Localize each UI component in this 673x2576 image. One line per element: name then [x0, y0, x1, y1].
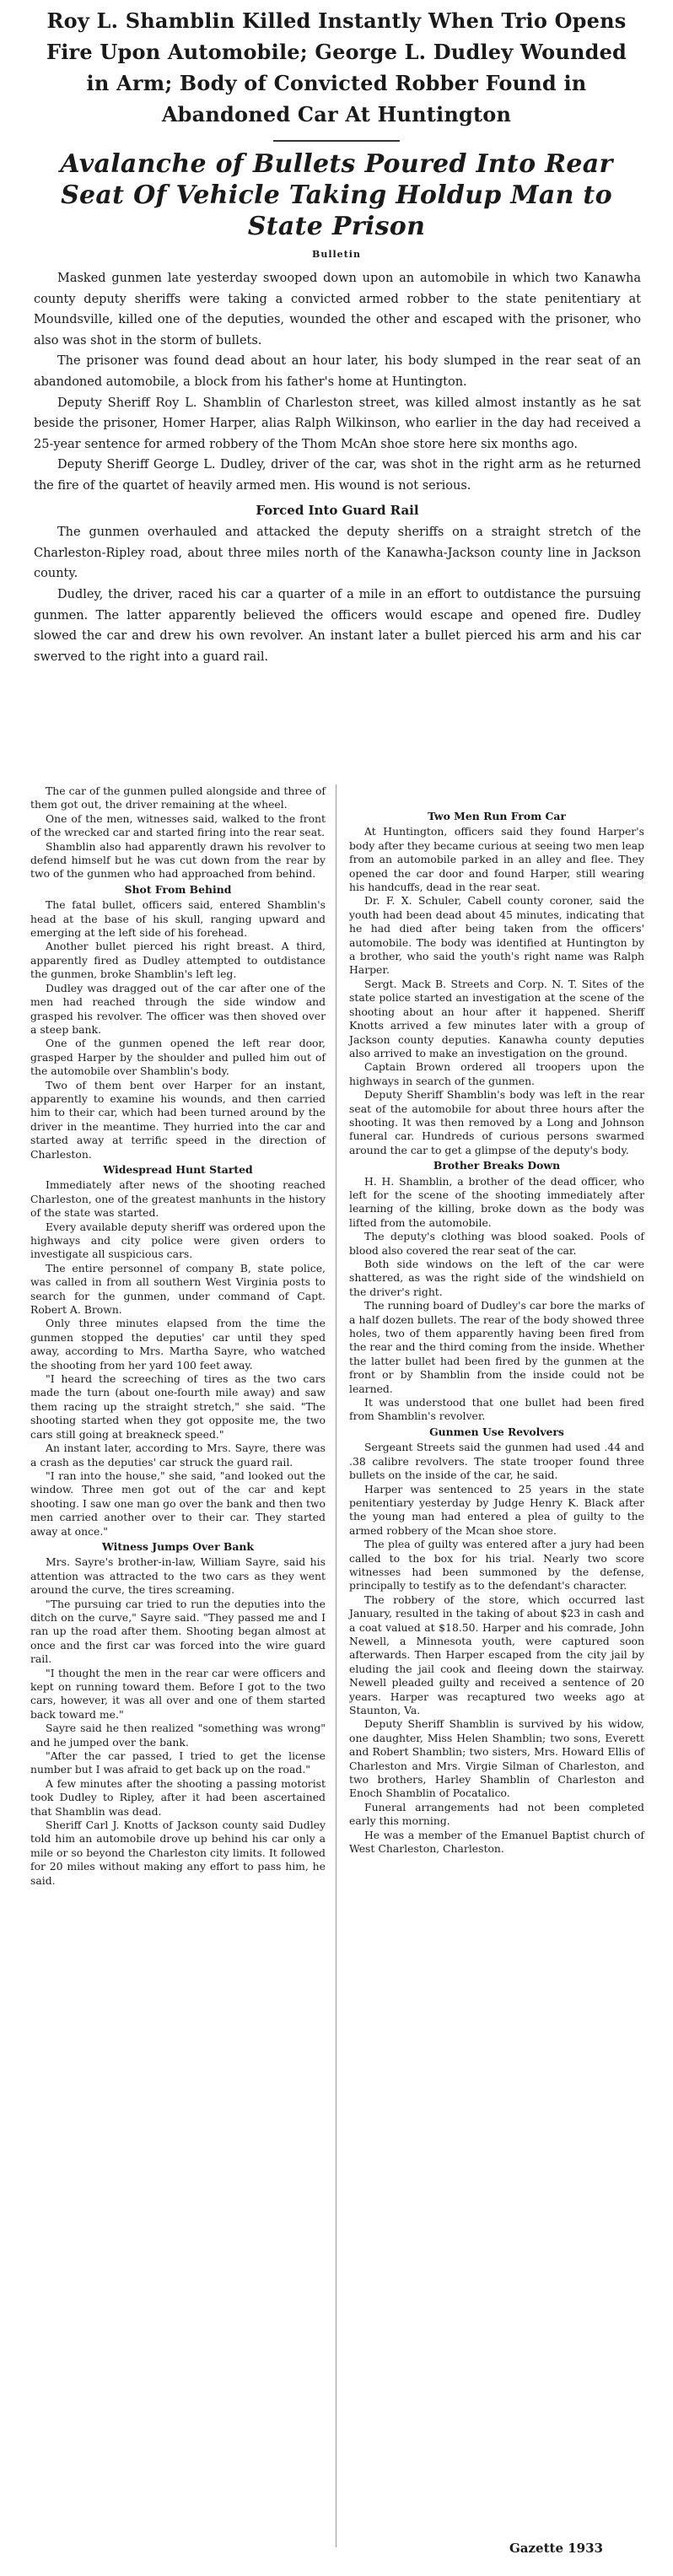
paragraph: Sergeant Streets said the gunmen had used .44 and .38 calibre revolvers. The state trooper found three bullets on the inside of the car, he said.: [349, 1441, 644, 1482]
paragraph: The fatal bullet, officers said, entered Shamblin's head at the base of his skull, ranging upward and emerging at the left side of his forehead.: [30, 898, 326, 940]
paragraph: Funeral arrangements had not been completed early this morning.: [349, 1800, 644, 1828]
subheading: Widespread Hunt Started: [103, 1162, 253, 1176]
paragraph: The running board of Dudley's car bore the marks of a half dozen bullets. The rear of the body showed three holes, two of them apparently having been fired from the rear and the third coming from the inside. Whether the latter bullet had been fired by the gunmen at the front or by Shamblin from the inside could not be learned.: [349, 1299, 644, 1395]
right-column: [349, 808, 644, 1856]
headline-divider: [273, 140, 400, 142]
paragraph: Another bullet pierced his right breast. A third, apparently fired as Dudley attempted to outdistance the gunmen, broke Shamblin's left leg.: [30, 940, 326, 981]
lead-subhead: Forced Into Guard Rail: [256, 502, 419, 518]
paragraph: The entire personnel of company B, state police, was called in from all southern West Virginia posts to search for the gunmen, under command of Capt. Robert A. Brown.: [30, 1261, 326, 1317]
paragraph: An instant later, according to Mrs. Sayre, there was a crash as the deputies' car struck the guard rail.: [30, 1442, 326, 1469]
paragraph: "The pursuing car tried to run the deputies into the ditch on the curve," Sayre said. "They passed me and I ran up the road after them. Shooting began almost at once and the first car was forced into the wire guard rail.: [30, 1597, 326, 1666]
paragraph: One of the men, witnesses said, walked to the front of the wrecked car and started firing into the rear seat.: [30, 811, 326, 839]
paragraph: Both side windows on the left of the car were shattered, as was the right side of the windshield on the driver's right.: [349, 1258, 644, 1298]
paragraph: The deputy's clothing was blood soaked. Pools of blood also covered the rear seat of the car.: [349, 1230, 644, 1257]
banner-headline: Avalanche of Bullets Poured Into Rear Seat Of Vehicle Taking Holdup Man to State Prison: [60, 149, 613, 241]
paragraph: It was understood that one bullet had been fired from Shamblin's revolver.: [349, 1396, 644, 1423]
subheading: Shot From Behind: [124, 882, 232, 896]
lead-section: [34, 268, 641, 667]
body-columns: [30, 784, 644, 2556]
paragraph: Captain Brown ordered all troopers upon the highways in search of the gunmen.: [349, 1060, 644, 1087]
paragraph: "I ran into the house," she said, "and looked out the window. Three men got out of the car and kept shooting. I saw one man go over the bank and then two men carried another over to their car. They started away at once.": [30, 1469, 326, 1538]
paragraph: Dudley was dragged out of the car after one of the men had reached through the side window and grasped his revolver. The officer was then shoved over a steep bank.: [30, 981, 326, 1036]
paragraph: The gunmen overhauled and attacked the deputy sheriffs on a straight stretch of the Charleston-Ripley road, about three miles north of the Kanawha-Jackson county line in Jackson county.: [34, 525, 641, 581]
paragraph: Two of them bent over Harper for an instant, apparently to examine his wounds, and then carried him to their car, which had been turned around by the driver in the meantime. They hurried into the car and started away at terrific speed in the direction of Charleston.: [30, 1078, 326, 1161]
paragraph: Deputy Sheriff Shamblin's body was left in the rear seat of the automobile for about three hours after the shooting. It was then removed by a Long and Johnson funeral car. Hundreds of curious persons swarmed around the car to get a glimpse of the deputy's body.: [349, 1088, 644, 1156]
paragraph: The robbery of the store, which occurred last January, resulted in the taking of about $23 in cash and a coat valued at $18.50. Harper and his comrade, John Newell, a Minnesota youth, were captured soon afterwards. Then Harper escaped from the city jail by eluding the jail cook and fleeing down the stairway. Newell pleaded guilty and received a sentence of 20 years. Harper was recaptured two weeks ago at Staunton, Va.: [349, 1592, 644, 1716]
subheading: Two Men Run From Car: [428, 810, 566, 822]
paragraph: Sheriff Carl J. Knotts of Jackson county said Dudley told him an automobile drove up behind his car only a mile or so beyond the Charleston city limits. It followed for 20 miles without making any effort to pass him, he said.: [30, 1819, 326, 1887]
paragraph: Sayre said he then realized "something was wrong" and he jumped over the bank.: [30, 1722, 326, 1749]
lead-paragraphs-2: [34, 522, 641, 667]
paragraph: Masked gunmen late yesterday swooped down upon an automobile in which two Kanawha county deputy sheriffs were taking a convicted armed robber to the state penitentiary at Moundsville, killed one of the deputies, wounded the other and escaped with the prisoner, who also was shot in the storm of bullets.: [34, 272, 641, 348]
paragraph: Deputy Sheriff Shamblin is survived by his widow, one daughter, Miss Helen Shamblin; two sons, Everett and Robert Shamblin; two sisters, Mrs. Howard Ellis of Charleston and Mrs. Virgie Silman of Charleston, and two brothers, Harley Shamblin of Charleston and Enoch Shamblin of Pocatalico.: [349, 1717, 644, 1800]
paragraph: Dudley, the driver, raced his car a quarter of a mile in an effort to outdistance the pursuing gunmen. The latter apparently believed the officers would escape and opened fire. Dudley slowed the car and drew his own revolver. An instant later a bullet pierced his arm and his car swerved to the right into a guard rail.: [34, 587, 641, 664]
paragraph: At Huntington, officers said they found Harper's body after they became curious at seeing two men leap from an automobile parked in an alley and flee. They opened the car door and found Harper, still wearing his handcuffs, dead in the rear seat.: [349, 825, 644, 894]
paragraph: Only three minutes elapsed from the time the gunmen stopped the deputies' car until they sped away, according to Mrs. Martha Sayre, who watched the shooting from her yard 100 feet away.: [30, 1317, 326, 1372]
paragraph: The plea of guilty was entered after a jury had been called to the box for his trial. Nearly two score witnesses had been summoned by the defense, principally to testify as to the defendant's character.: [349, 1538, 644, 1592]
paragraph: Every available deputy sheriff was ordered upon the highways and city police were given orders to investigate all suspicious cars.: [30, 1220, 326, 1261]
lead-paragraphs: [34, 268, 641, 497]
paragraph: H. H. Shamblin, a brother of the dead officer, who left for the scene of the shooting immediately after learning of the killing, broke down as the body was lifted from the automobile.: [349, 1174, 644, 1229]
paragraph: Immediately after news of the shooting reached Charleston, one of the greatest manhunts in the history of the state was started.: [30, 1178, 326, 1220]
paragraph: The prisoner was found dead about an hour later, his body slumped in the rear seat of an abandoned automobile, a block from his father's home at Huntington.: [34, 354, 641, 389]
paragraph: Sergt. Mack B. Streets and Corp. N. T. Sites of the state police started an investigation at the scene of the shooting about an hour after it happened. Sheriff Knotts arrived a few minutes later with a group of Jackson county deputies. Kanawha county deputies also arrived to make an investigation on the ground.: [349, 977, 644, 1059]
paragraph: "After the car passed, I tried to get the license number but I was afraid to get back up on the road.": [30, 1749, 326, 1776]
paragraph: Dr. F. X. Schuler, Cabell county coroner, said the youth had been dead about 45 minutes, indicating that he had died after being taken from the officers' automobile. The body was identified at Huntington by a brother, who said the youth's right name was Ralph Harper.: [349, 894, 644, 977]
subheading: Brother Breaks Down: [433, 1159, 561, 1172]
paragraph: One of the gunmen opened the left rear door, grasped Harper by the shoulder and pulled him out of the automobile over Shamblin's body.: [30, 1037, 326, 1078]
source-credit: Gazette 1933: [509, 2541, 603, 2556]
subheading: Gunmen Use Revolvers: [429, 1425, 564, 1438]
paragraph: Mrs. Sayre's brother-in-law, William Sayre, said his attention was attracted to the two cars as they went around the curve, the tires screaming.: [30, 1555, 326, 1597]
paragraph: Deputy Sheriff George L. Dudley, driver of the car, was shot in the right arm as he returned the fire of the quartet of heavily armed men. His wound is not serious.: [34, 458, 641, 493]
paragraph: "I thought the men in the rear car were officers and kept on running toward them. Before I got to the two cars, however, it was all over and one of them started back toward me.": [30, 1666, 326, 1721]
paragraph: He was a member of the Emanuel Baptist church of West Charleston, Charleston.: [349, 1828, 644, 1856]
paragraph: "I heard the screeching of tires as the two cars made the turn (about one-fourth mile away) and saw them racing up the straight stretch," she said. "The shooting started when they got opposite me, the two cars still going at breakneck speed.": [30, 1372, 326, 1441]
paragraph: A few minutes after the shooting a passing motorist took Dudley to Ripley, after it had been ascertained that Shamblin was dead.: [30, 1776, 326, 1818]
paragraph: Shamblin also had apparently drawn his revolver to defend himself but he was cut down from the rear by two of the gunmen who had approached from behind.: [30, 839, 326, 881]
dateline: Bulletin: [312, 249, 361, 260]
left-column: [30, 784, 326, 1888]
paragraph: The car of the gunmen pulled alongside and three of them got out, the driver remaining at the wheel.: [30, 784, 326, 811]
subheading: Witness Jumps Over Bank: [101, 1539, 255, 1553]
headline: Roy L. Shamblin Killed Instantly When Trio Opens Fire Upon Automobile; George L. Dudley Wounded in Arm; Body of Convicted Robber Found in Abandoned Car At Huntington: [46, 8, 627, 127]
paragraph: Harper was sentenced to 25 years in the state penitentiary yesterday by Judge Henry K. Black after the young man had entered a plea of guilty to the armed robbery of the Mcan shoe store.: [349, 1482, 644, 1537]
paragraph: Deputy Sheriff Roy L. Shamblin of Charleston street, was killed almost instantly as he sat beside the prisoner, Homer Harper, alias Ralph Wilkinson, who earlier in the day had received a 25-year sentence for armed robbery of the Thom McAn shoe store here six months ago.: [34, 396, 641, 451]
